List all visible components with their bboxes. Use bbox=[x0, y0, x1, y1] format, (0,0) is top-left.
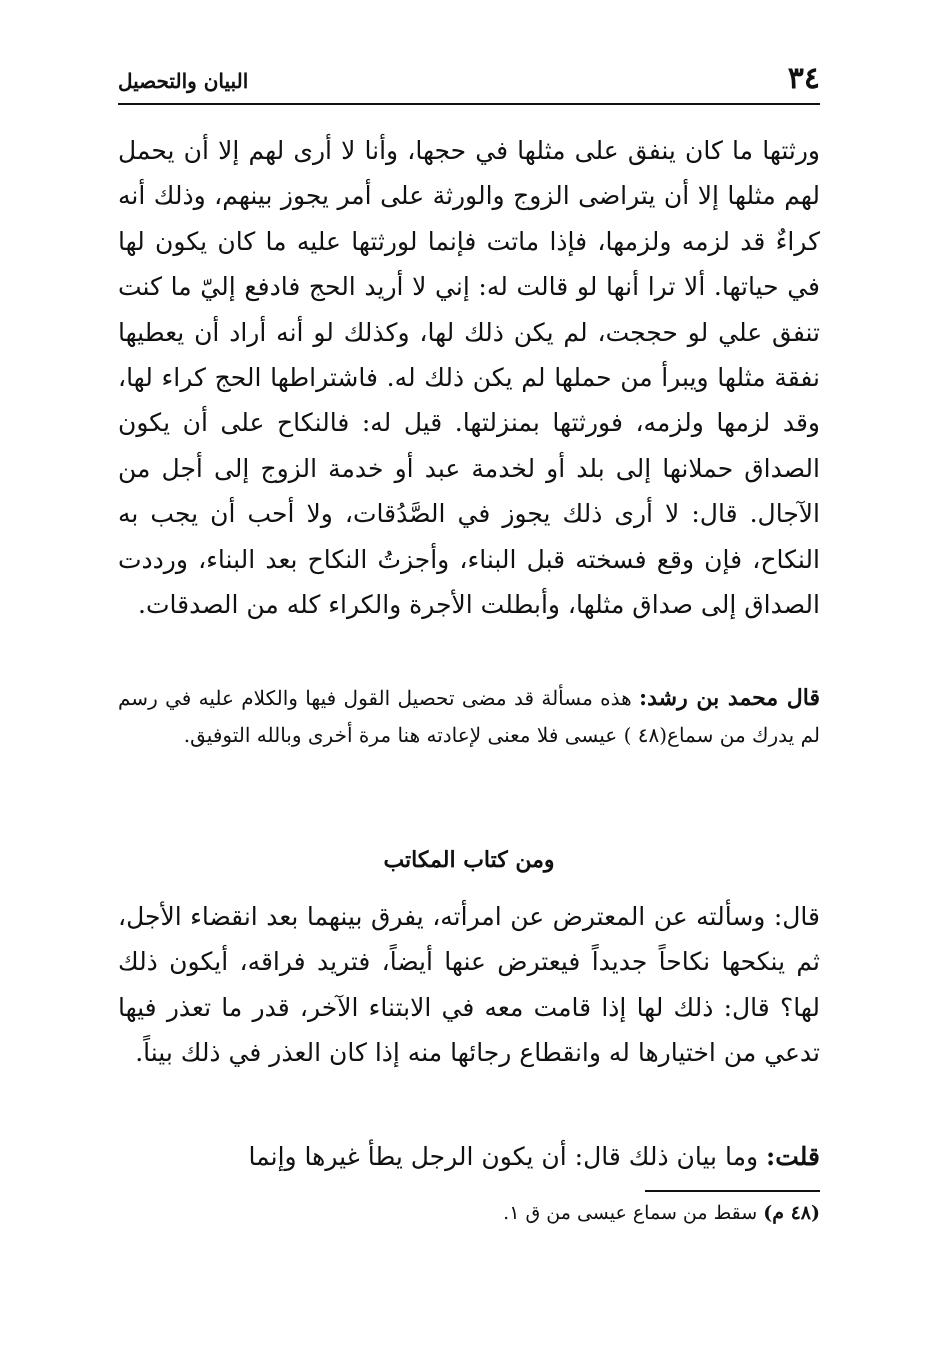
last-paragraph-speaker: قلت: bbox=[765, 1142, 820, 1171]
page-number: ٣٤ bbox=[787, 61, 820, 96]
section-paragraph: قال: وسألته عن المعترض عن امرأته، يفرق بينهما بعد انقضاء الأجل، ثم ينكحها نكاحاً جديداً فيعترض عنها أيضاً، فتريد فراقه، أيكون ذلك لها؟ قال: ذلك لها إذا قامت معه في الابتناء الآخر، قدر ما تعذر فيها تدعي من اختيارها له وانقطاع رجائها منه إذا كان العذر في ذلك بيناً. bbox=[118, 902, 820, 1068]
footnote-text: سقط من سماع عيسى من ق ١. bbox=[503, 1202, 764, 1224]
footnote-mark: (٤٨ م) bbox=[763, 1202, 820, 1224]
commentary-text: هذه مسألة قد مضى تحصيل القول فيها والكلام عليه في رسم لم يدرك من سماع(٤٨ ) عيسى فلا معنى لإعادته هنا مرة أخرى وبالله التوفيق. bbox=[118, 686, 820, 747]
footnote-rule bbox=[645, 1190, 820, 1192]
last-paragraph-text: وما بيان ذلك قال: أن يكون الرجل يطأ غيرها وإنما bbox=[248, 1142, 766, 1171]
running-title: البيان والتحصيل bbox=[118, 69, 249, 93]
main-text-paragraph: ورثتها ما كان ينفق على مثلها في حجها، وأنا لا أرى لهم إلا أن يحمل لهم مثلها إلا أن يتراضى الزوج والورثة على أمر يجوز بينهم، وذلك أنه كراءٌ قد لزمه ولزمها، فإذا ماتت فإنما لورثتها عليه ما كان يكون لها في حياتها. ألا ترا أنها لو قالت له: إني لا أريد الحج فادفع إليّ ما كنت تنفق علي لو حججت، لم يكن ذلك لها، وكذلك لو أنه أراد أن يعطيها نفقة مثلها ويبرأ من حملها لم يكن ذلك له. فاشتراطها الحج كراء لها، وقد لزمها ولزمه، فورثتها بمنزلتها. قيل له: فالنكاح على أن يكون الصداق حملانها إلى بلد أو لخدمة عبد أو خدمة الزوج إلى أجل من الآجال. قال: لا أرى ذلك يجوز في الصَّدُقات، ولا أحب أن يجب به النكاح، فإن وقع فسخته قبل البناء، وأجزتُ النكاح بعد البناء، ورددت الصداق إلى صداق مثلها، وأبطلت الأجرة والكراء كله من الصدقات. bbox=[118, 136, 820, 620]
commentary-speaker: قال محمد بن رشد: bbox=[639, 685, 820, 711]
page-header bbox=[118, 62, 820, 102]
footnote bbox=[118, 1198, 820, 1228]
section-heading: ومن كتاب المكاتب bbox=[383, 847, 555, 873]
commentary-paragraph bbox=[118, 680, 820, 754]
header-rule bbox=[118, 103, 820, 105]
last-paragraph bbox=[118, 1134, 820, 1179]
